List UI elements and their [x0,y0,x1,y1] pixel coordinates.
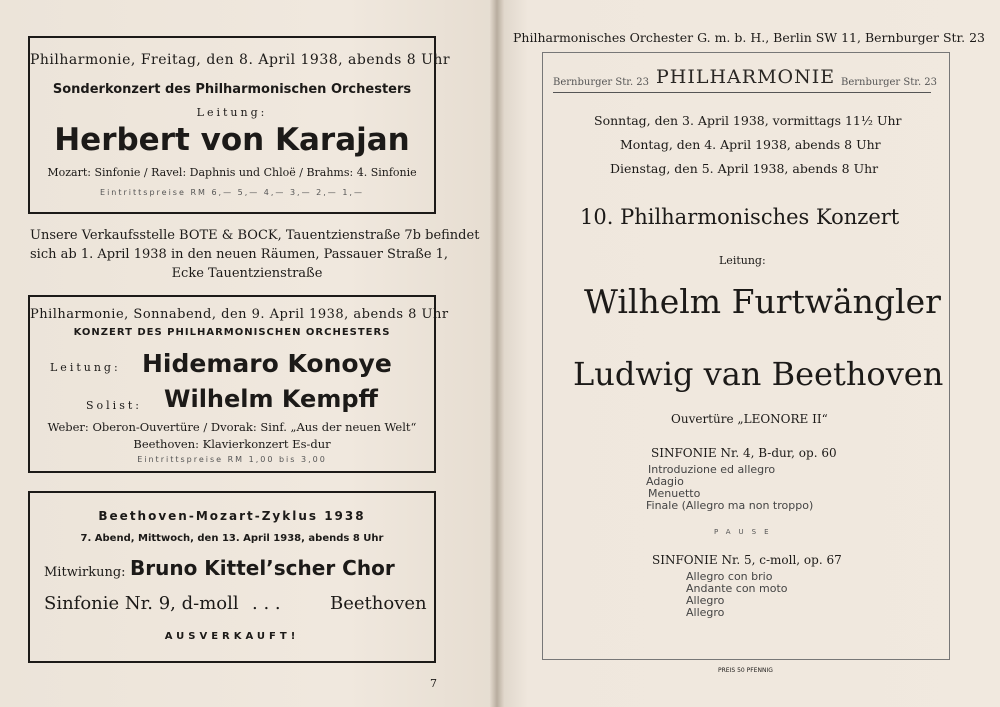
ad-karajan [28,36,451,214]
ad-konoye-title: KONZERT DES PHILHARMONISCHEN ORCHESTERS [73,327,391,338]
price-label: PREIS 50 PFENNIG [718,667,773,674]
ad-konoye-leitung-label: Leitung: [50,361,121,374]
venue-underline [553,92,931,93]
ad-konoye-header: Philharmonie, Sonnabend, den 9. April 1938, abends 8 Uhr [30,307,449,322]
ad-karajan-leitung-label: Leitung: [196,106,268,119]
ad-bm-mitwirkung-label: Mitwirkung: [44,565,126,580]
venue-name: PHILHARMONIE [656,66,836,88]
ad-bm-composer: Beethoven [330,593,427,614]
symphony-2-movement: Allegro [686,594,725,607]
ad-karajan-title: Sonderkonzert des Philharmonischen Orchesters [52,82,412,97]
symphony-2-movement: Allegro [686,606,725,619]
notice-line-2: sich ab 1. April 1938 in den neuen Räumen, Passauer Straße 1, [30,247,449,262]
symphony-1-movement: Adagio [646,475,684,488]
ad-konoye-program-2: Beethoven: Klavierkonzert Es-dur [133,437,331,451]
venue-address-right: Bernburger Str. 23 [841,77,938,88]
ad-beethoven-mozart [28,491,436,663]
pause-label: PAUSE [714,528,777,536]
date-1: Sonntag, den 3. April 1938, vormittags 11½ Uhr [594,113,902,128]
ad-karajan-header: Philharmonie, Freitag, den 8. April 1938, abends 8 Uhr [30,52,451,68]
gutter [490,0,504,707]
venue-address-left: Bernburger Str. 23 [553,77,650,88]
page-number: 7 [430,677,437,690]
ad-konoye-program-1: Weber: Oberon-Ouvertüre / Dvorak: Sinf. „Aus der neuen Welt“ [47,420,417,434]
ad-karajan-conductor: Herbert von Karajan [54,122,410,158]
ad-bm-status: AUSVERKAUFT! [164,631,300,642]
composer-name: Ludwig van Beethoven [573,355,944,393]
ad-konoye-soloist: Wilhelm Kempff [164,385,378,413]
date-2: Montag, den 4. April 1938, abends 8 Uhr [620,137,881,152]
symphony-1-movement: Introduzione ed allegro [648,463,776,476]
date-3: Dienstag, den 5. April 1938, abends 8 Uhr [610,161,879,176]
symphony-2-movement: Allegro con brio [686,570,773,583]
symphony-1-movement: Finale (Allegro ma non troppo) [646,499,814,512]
symphony-2-movement: Andante con moto [686,582,788,595]
concert-title: 10. Philharmonisches Konzert [580,205,900,229]
ad-konoye-conductor: Hidemaro Konoye [142,349,392,378]
ad-karajan-prices: Eintrittspreise RM 6,— 5,— 4,— 3,— 2,— 1,— [100,188,364,197]
ad-konoye-prices: Eintrittspreise RM 1,00 bis 3,00 [137,455,327,464]
leitung-label: Leitung: [719,254,766,267]
symphony-1-title: SINFONIE Nr. 4, B-dur, op. 60 [651,446,837,460]
left-page [0,0,494,707]
ad-bm-choir: Bruno Kittel’scher Chor [130,556,395,580]
ad-karajan-program: Mozart: Sinfonie / Ravel: Daphnis und Chloë / Brahms: 4. Sinfonie [47,166,417,179]
notice-line-3: Ecke Tauentzienstraße [171,266,323,281]
ad-konoye-solist-label: Solist: [86,399,142,412]
ad-bm-title: Beethoven-Mozart-Zyklus 1938 [98,509,366,523]
right-page-header: Philharmonisches Orchester G. m. b. H., Berlin SW 11, Bernburger Str. 23 [513,30,985,45]
symphony-1-movement: Menuetto [648,487,701,500]
ad-bm-subtitle: 7. Abend, Mittwoch, den 13. April 1938, abends 8 Uhr [80,533,384,544]
conductor-name: Wilhelm Furtwängler [584,282,941,321]
symphony-2-title: SINFONIE Nr. 5, c-moll, op. 67 [652,553,842,567]
notice-line-1: Unsere Verkaufsstelle BOTE & BOCK, Tauentzienstraße 7b befindet [30,228,480,243]
ad-konoye [28,295,449,473]
overture: Ouvertüre „LEONORE II“ [671,412,828,426]
ad-bm-work: Sinfonie Nr. 9, d-moll [44,593,239,614]
ad-bm-dots: . . . [252,593,281,614]
